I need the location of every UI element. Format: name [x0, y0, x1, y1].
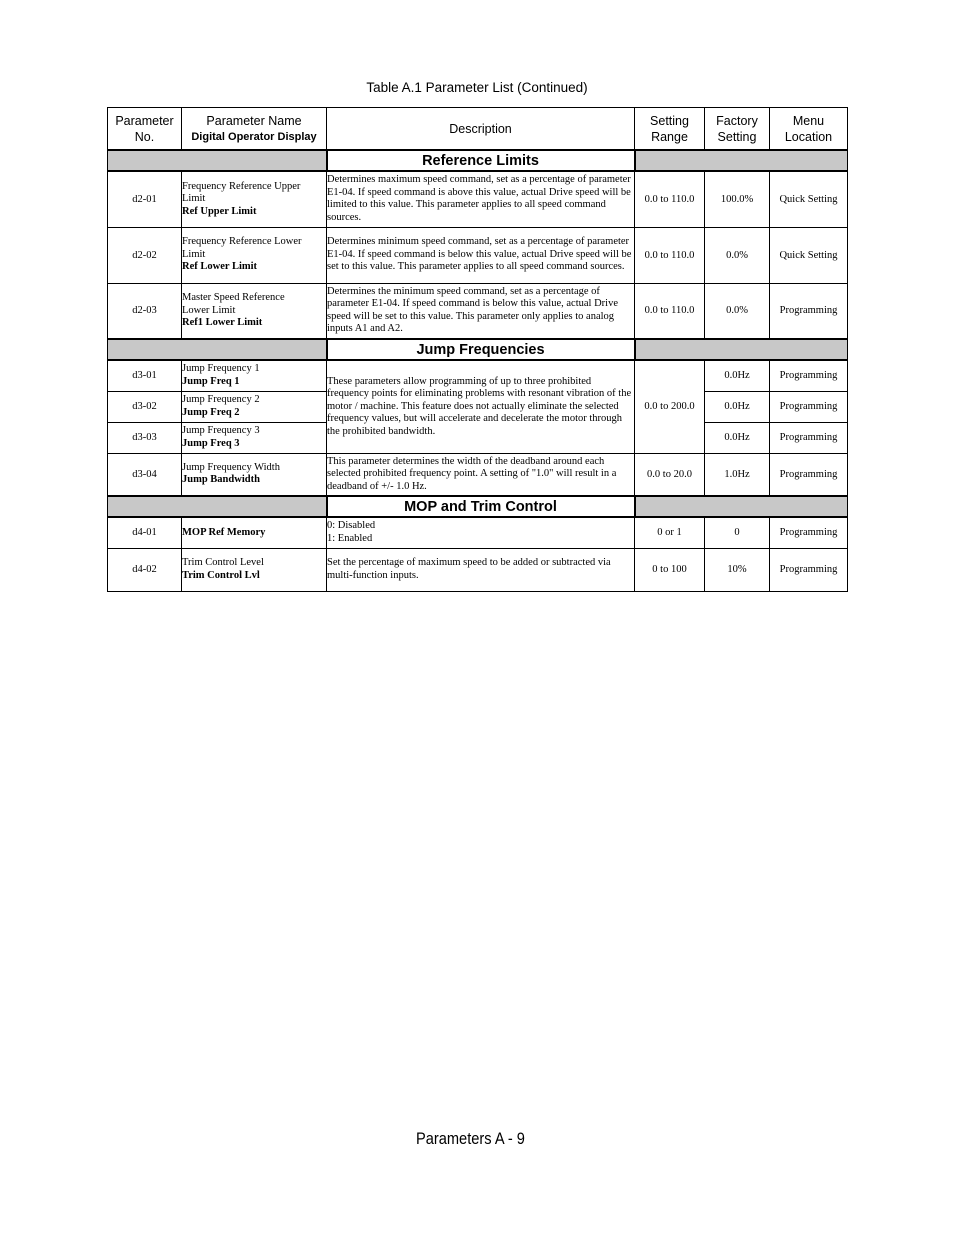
table-row: d3-01 Jump Frequency 1 Jump Freq 1 These parameters allow programming of up to three prohibited frequency points for eliminating problems with resonant vibration of the motor / machine. This feature does not actually eliminate the selected frequency values, but will accelerate and decelerate the motor through the prohibited bandwidth. 0.0 to 200.0 0.0Hz Programming [108, 360, 848, 391]
header-menu-location: Menu Location [770, 108, 848, 151]
table-row: d3-02 Jump Frequency 2 Jump Freq 2 0.0Hz Programming [108, 391, 848, 422]
header-description: Description [327, 108, 635, 151]
table-row: d2-03 Master Speed Reference Lower Limit Ref1 Lower Limit Determines the minimum speed command, set as a percentage of parameter E1-04. If speed command is below this value, actual Drive speed will be set to this value. This parameter only applies to analog inputs A1 and A2. 0.0 to 110.0 0.0% Programming [108, 283, 848, 339]
section-header-jump-frequencies [108, 339, 848, 360]
section-header-reference-limits [108, 150, 848, 171]
parameter-table [107, 107, 848, 592]
table-row: d4-02 Trim Control Level Trim Control Lvl Set the percentage of maximum speed to be added or subtracted via multi-function inputs. 0 to 100 10% Programming [108, 548, 848, 591]
page-footer: Parameters A - 9 [416, 1129, 525, 1148]
table-title: Table A.1 Parameter List (Continued) [366, 80, 588, 95]
section-title: MOP and Trim Control [327, 496, 635, 517]
table-row: d2-02 Frequency Reference Lower Limit Ref Lower Limit Determines minimum speed command, set as a percentage of parameter E1-04. If speed command is below this value, actual Drive speed will be set to this value. This parameter applies to all speed command sources. 0.0 to 110.0 0.0% Quick Setting [108, 227, 848, 283]
header-factory-setting: Factory Setting [705, 108, 770, 151]
section-title: Reference Limits [327, 150, 635, 171]
header-setting-range: Setting Range [635, 108, 705, 151]
header-parameter-no: Parameter No. [108, 108, 182, 151]
header-parameter-name: Parameter Name Digital Operator Display [182, 108, 327, 151]
section-header-mop-trim-control [108, 496, 848, 517]
table-row: d3-04 Jump Frequency Width Jump Bandwidth This parameter determines the width of the deadband around each selected prohibited frequency point. A setting of "1.0" will result in a deadband of +/- 1.0 Hz. 0.0 to 20.0 1.0Hz Programming [108, 453, 848, 496]
table-row: d3-03 Jump Frequency 3 Jump Freq 3 0.0Hz Programming [108, 422, 848, 453]
table-row: d2-01 Frequency Reference Upper Limit Ref Upper Limit Determines maximum speed command, set as a percentage of parameter E1-04. If speed command is above this value, actual Drive speed will be limited to this value. This parameter applies to all speed command sources. 0.0 to 110.0 100.0% Quick Setting [108, 171, 848, 227]
table-row: d4-01 MOP Ref Memory 0: Disabled 1: Enabled 0 or 1 0 Programming [108, 517, 848, 548]
section-title: Jump Frequencies [327, 339, 635, 360]
header-row [108, 108, 848, 151]
